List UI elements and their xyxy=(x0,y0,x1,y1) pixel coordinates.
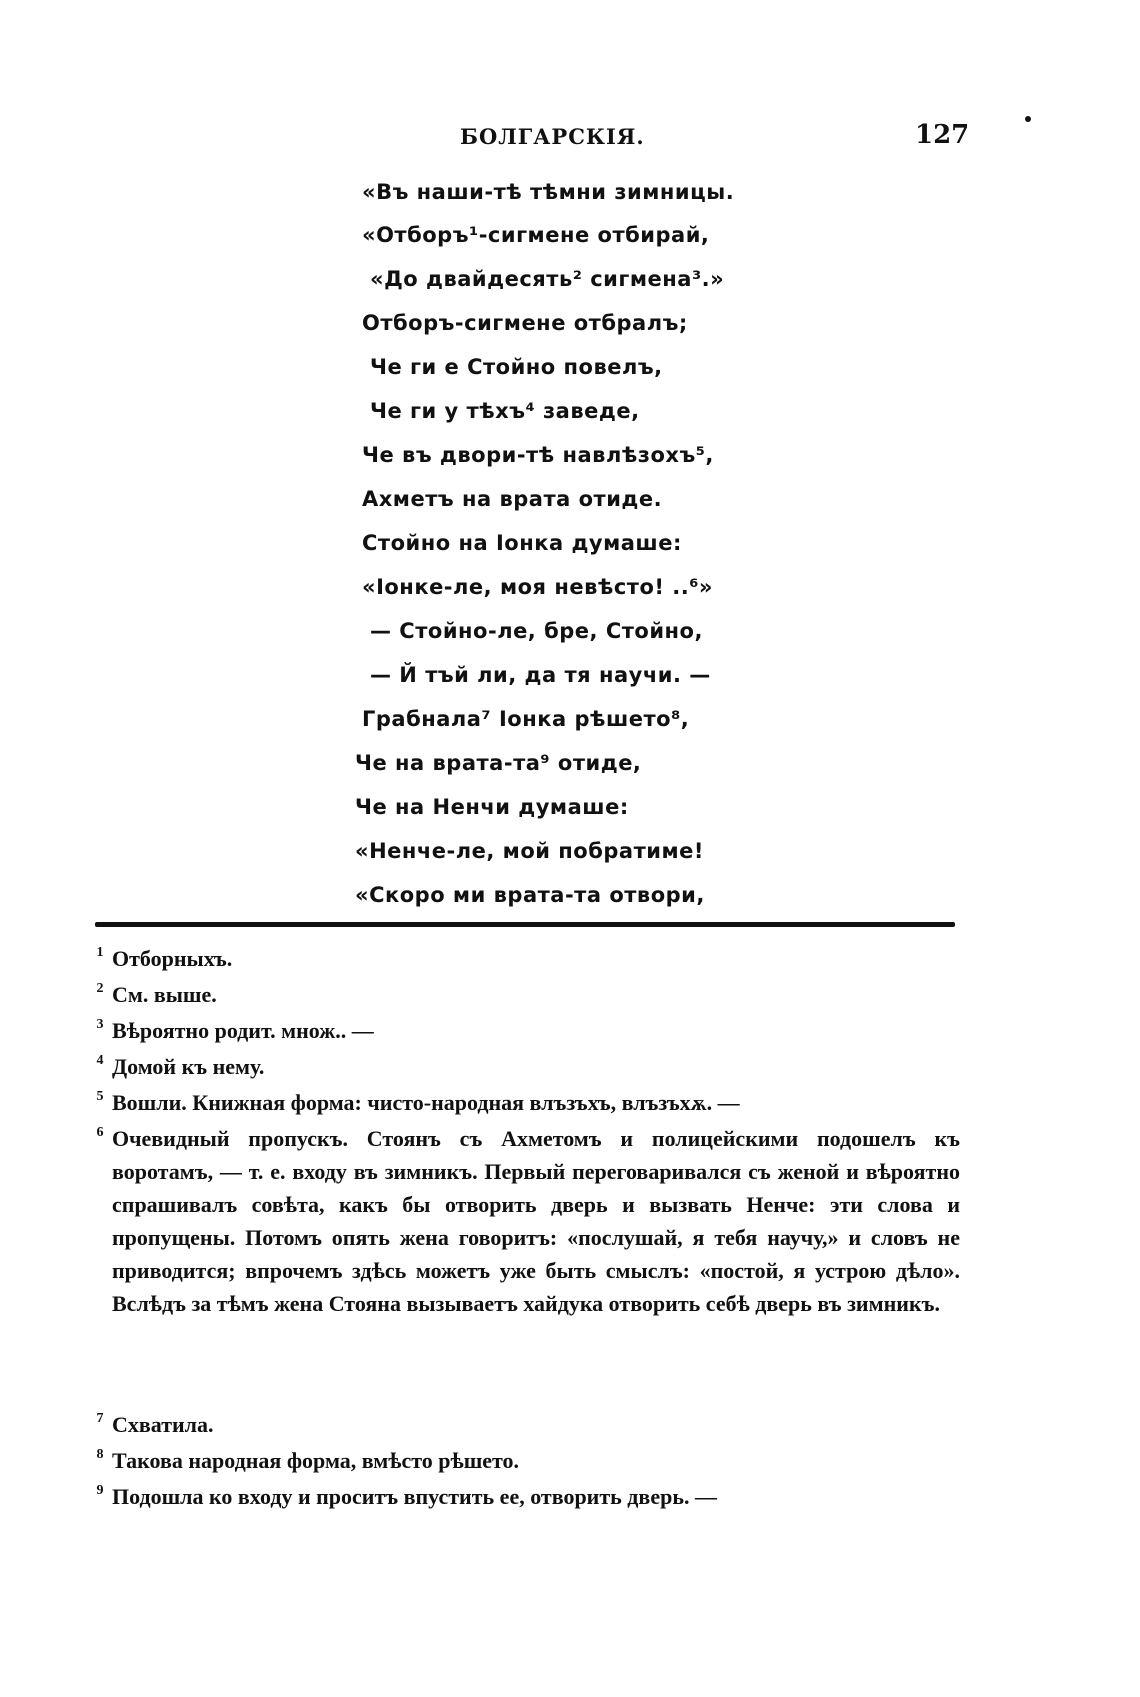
page-header xyxy=(0,120,1140,160)
verse-line: «До двайдесять² сигмена³.» xyxy=(370,267,725,291)
footnote-number: 5 xyxy=(96,1089,104,1104)
verse-line: Грабнала⁷ Іонка рѣшето⁸, xyxy=(362,707,690,731)
verse-line: Че ги е Стойно повелъ, xyxy=(370,355,663,379)
footnote-text: Вѣроятно родит. множ.. — xyxy=(112,1018,374,1043)
footnote xyxy=(90,1050,960,1083)
footnote-text: Отборныхъ. xyxy=(112,946,233,971)
verse-line: «Скоро ми врата-та отвори, xyxy=(355,883,705,907)
footnote-number: 2 xyxy=(96,981,104,996)
running-title: БОЛГАРСКІЯ. xyxy=(460,124,645,149)
footnote-text: Схватила. xyxy=(112,1412,214,1437)
footnote-text: См. выше. xyxy=(112,982,217,1007)
footnote-text: Такова народная форма, вмѣсто рѣшето. xyxy=(112,1448,520,1473)
footnote-divider xyxy=(95,922,955,927)
footnote-number: 4 xyxy=(96,1053,104,1068)
footnote xyxy=(90,1086,960,1119)
footnote xyxy=(90,1480,960,1513)
verse-line: «Ненче-ле, мой побратиме! xyxy=(355,839,704,863)
verse-line: Стойно на Іонка думаше: xyxy=(362,531,682,555)
verse-line: — Й тъй ли, да тя научи. — xyxy=(370,663,711,687)
footnote xyxy=(90,1408,960,1441)
footnote xyxy=(90,1444,960,1477)
footnote-text: Вошли. Книжная форма: чисто-народная влъзъхъ, влъзъхѫ. — xyxy=(112,1090,740,1115)
footnote-text: Подошла ко входу и проситъ впустить ее, отворить дверь. — xyxy=(112,1484,717,1509)
verse-line: Отборъ-сигмене отбралъ; xyxy=(362,311,688,335)
footnote-number: 3 xyxy=(96,1017,104,1032)
verse-line: Ахметъ на врата отиде. xyxy=(362,487,663,511)
footnote-number: 1 xyxy=(96,945,104,960)
page-number: 127 xyxy=(915,120,970,150)
verse-line: «Отборъ¹-сигмене отбирай, xyxy=(362,223,710,247)
footnote xyxy=(90,942,960,975)
footnote-number: 7 xyxy=(96,1411,104,1426)
verse-line: «Въ наши-тѣ тѣмни зимницы. xyxy=(362,180,735,204)
footnote-number: 6 xyxy=(96,1125,104,1140)
verse-line: Че на врата-та⁹ отиде, xyxy=(355,751,642,775)
footnote-number: 8 xyxy=(96,1447,104,1462)
print-speck xyxy=(1025,116,1031,122)
footnote-text: Домой къ нему. xyxy=(112,1054,265,1079)
verse-line: Че ги у тѣхъ⁴ заведе, xyxy=(370,399,640,423)
footnote-number: 9 xyxy=(96,1483,104,1498)
footnote-text: Очевидный пропускъ. Стоянъ съ Ахметомъ и полицейскими подошелъ къ воротамъ, — т. е. входу въ зимникъ. Первый переговаривался съ женой и вѣроятно спрашивалъ совѣта, какъ бы отворить дверь и вызвать Ненче: эти слова и пропущены. Потомъ опять жена говоритъ: «послушай, я тебя научу,» и словъ не приводится; впрочемъ здѣсь можетъ уже быть смыслъ: «постой, я устрою дѣло». Вслѣдъ за тѣмъ жена Стояна вызываетъ хайдука отворить себѣ дверь въ зимникъ. xyxy=(112,1126,960,1316)
footnote xyxy=(90,1122,960,1320)
verse-line: «Іонке-ле, моя невѣсто! ..⁶» xyxy=(362,575,713,599)
footnote xyxy=(90,978,960,1011)
verse-line: — Стойно-ле, бре, Стойно, xyxy=(370,619,703,643)
verse-line: Че на Ненчи думаше: xyxy=(355,795,629,819)
footnote xyxy=(90,1014,960,1047)
verse-line: Че въ двори-тѣ навлѣзохъ⁵, xyxy=(362,443,714,467)
